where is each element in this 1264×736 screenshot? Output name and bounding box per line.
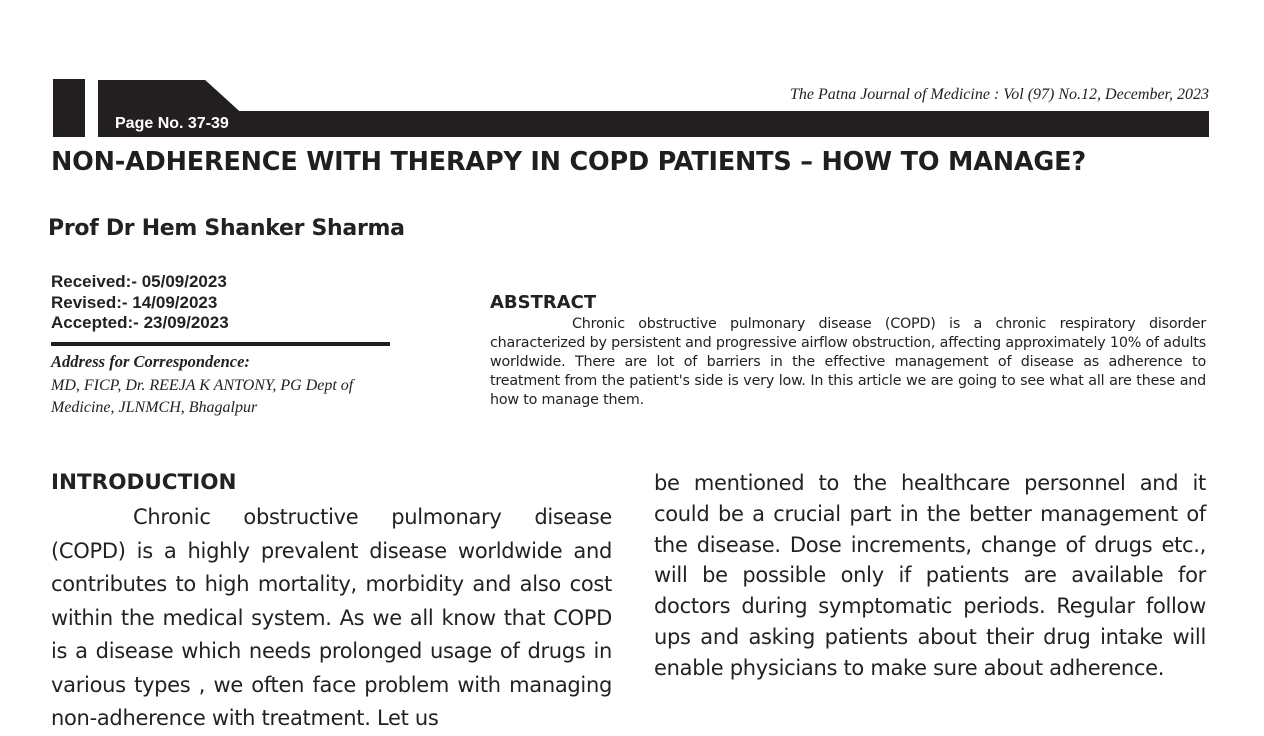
introduction-right-column: be mentioned to the healthcare personnel and it could be a crucial part in the better management of the disease. Dose increments, change of drugs etc., will be possible only if patients are available for doctors during symptomatic periods. Regular follow ups and asking patients about their drug intake will enable physicians to make sure about adherence.: [654, 471, 1206, 680]
dates-divider: [51, 342, 390, 346]
revised-date: Revised:- 14/09/2023: [51, 292, 218, 312]
introduction-left-column: Chronic obstructive pulmonary disease (COPD) is a highly prevalent disease worldwide and contributes to high mortality, morbidity and also cost within the medical system. As we all know that COPD is a disease which needs prolonged usage of drugs in various types , we often face problem with managing non-adherence with treatment. Let us: [51, 505, 612, 730]
abstract-text: Chronic obstructive pulmonary disease (COPD) is a chronic respiratory disorder characterized by persistent and progressive airflow obstruction, affecting approximately 10% of adults worldwide. There are lot of barriers in the effective management of disease as adherence to treatment from the patient's side is very low. In this article we are going to see what all are these and how to manage them.: [490, 316, 1206, 408]
article-dates: [51, 272, 229, 334]
article-title: NON-ADHERENCE WITH THERAPY IN COPD PATIENTS – HOW TO MANAGE?: [51, 147, 1086, 177]
received-date: Received:- 05/09/2023: [51, 272, 227, 291]
accepted-date: Accepted:- 23/09/2023: [51, 313, 229, 332]
header-bar: [98, 111, 1209, 137]
article-author: Prof Dr Hem Shanker Sharma: [48, 216, 405, 241]
page-number: Page No. 37-39: [115, 115, 229, 132]
correspondence-text: MD, FICP, Dr. REEJA K ANTONY, PG Dept of Medicine, JLNMCH, Bhagalpur: [51, 377, 354, 416]
correspondence-label: Address for Correspondence:: [51, 352, 250, 371]
header-block-left: [53, 79, 85, 137]
introduction-heading: INTRODUCTION: [51, 470, 237, 495]
journal-citation: The Patna Journal of Medicine : Vol (97) No.12, December, 2023: [789, 86, 1209, 103]
abstract-heading: ABSTRACT: [490, 292, 597, 313]
